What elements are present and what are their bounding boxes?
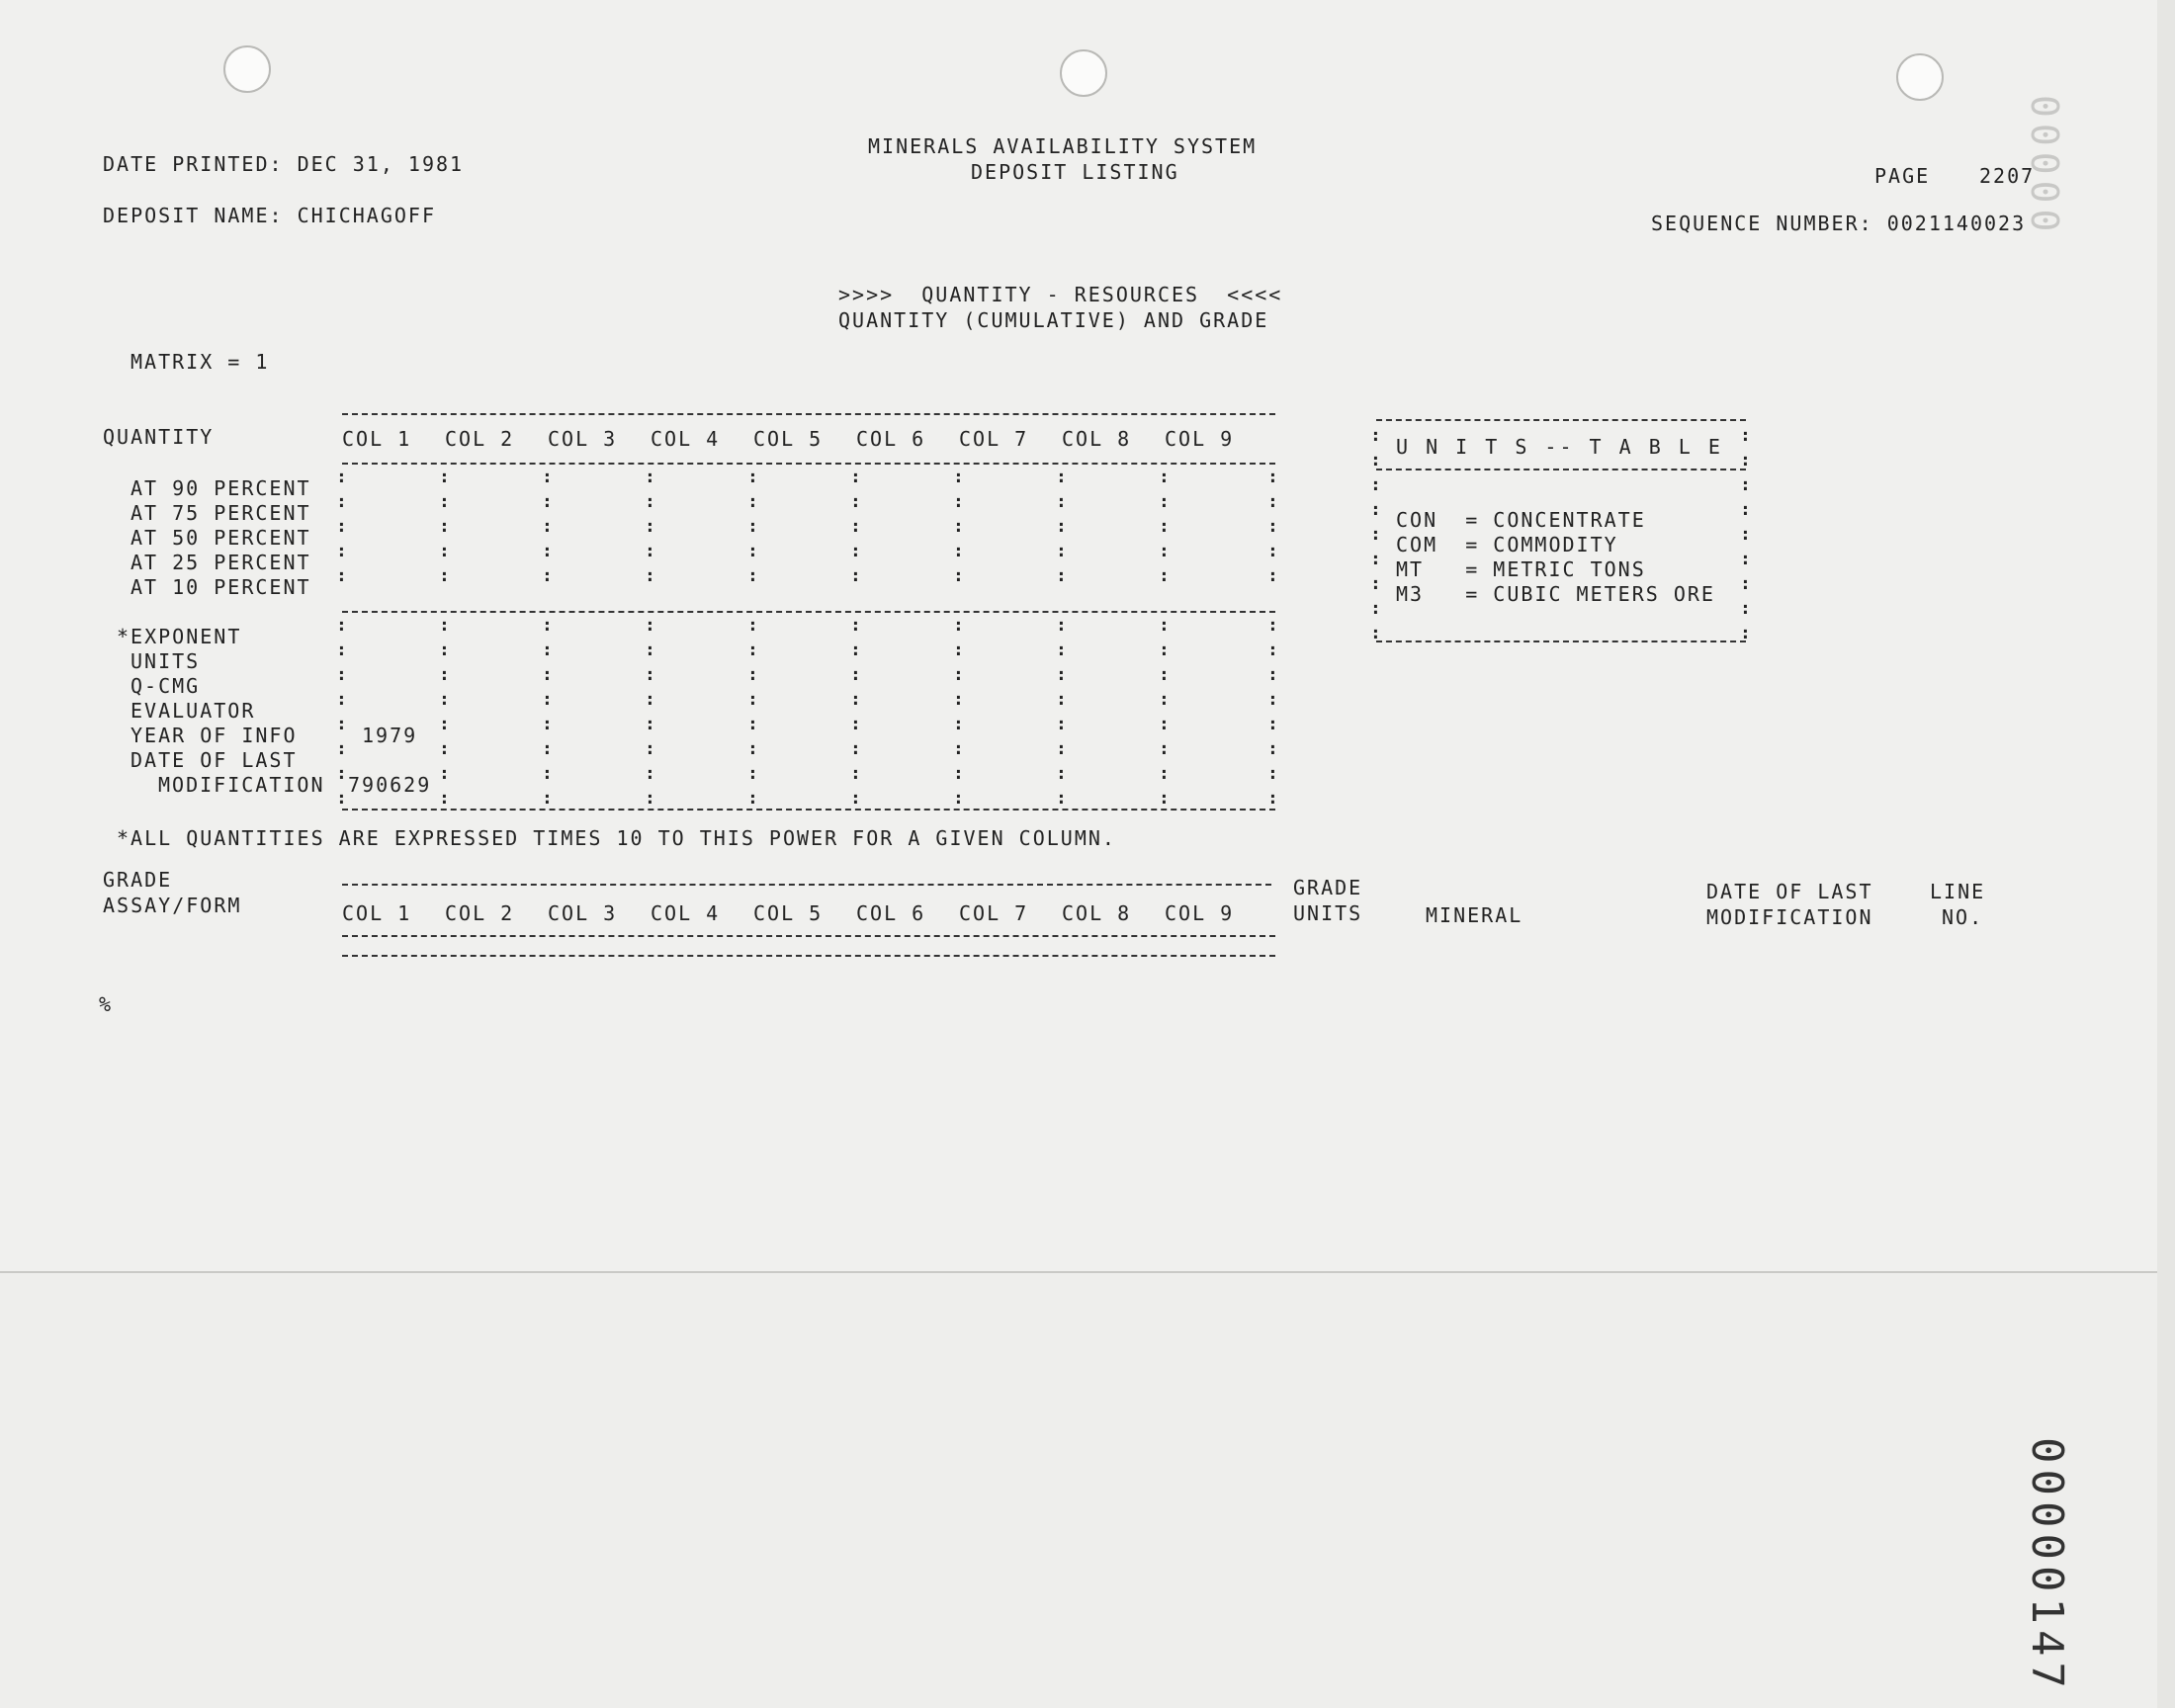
qty-col-header-7: COL 7	[959, 427, 1029, 451]
page-number: 2207	[1979, 164, 2036, 188]
units-left-border: : : : : : : : : :	[1370, 425, 1381, 643]
quantity-footnote: *ALL QUANTITIES ARE EXPRESSED TIMES 10 TO THIS POWER FOR A GIVEN COLUMN.	[117, 826, 1116, 850]
quantity-label: QUANTITY	[103, 425, 215, 449]
page-edge	[2157, 0, 2175, 1708]
qty-col-header-1: COL 1	[342, 427, 412, 451]
qty-col-header-8: COL 8	[1062, 427, 1132, 451]
qty-separator-1: : : : : : : : : : : : : :	[439, 467, 450, 809]
deposit-name: DEPOSIT NAME: CHICHAGOFF	[103, 204, 436, 227]
system-title: MINERALS AVAILABILITY SYSTEM	[868, 134, 1258, 158]
units-entries	[1396, 508, 1715, 607]
grade-col-header-1: COL 1	[342, 901, 412, 925]
units-border-top	[1376, 419, 1746, 421]
grade-header-divider	[342, 935, 1275, 937]
grade-units-label-1: GRADE	[1293, 876, 1363, 899]
qty-section-divider	[342, 611, 1275, 613]
row-at-50: AT 50 PERCENT	[130, 526, 311, 550]
qty-separator-8: : : : : : : : : : : : : :	[1159, 467, 1170, 809]
no-header: NO.	[1942, 905, 1984, 929]
row-exponent: *EXPONENT	[117, 625, 242, 648]
units-border-bottom	[1376, 640, 1746, 642]
line-header: LINE	[1930, 880, 1986, 903]
row-modification: MODIFICATION	[158, 773, 325, 797]
grade-units-label-2: UNITS	[1293, 901, 1363, 925]
qty-header-divider	[342, 463, 1275, 465]
qty-separator-3: : : : : : : : : : : : : :	[645, 467, 655, 809]
modification-header: MODIFICATION	[1706, 905, 1873, 929]
unit-con: CON = CONCENTRATE	[1396, 508, 1646, 532]
unit-mt: MT = METRIC TONS	[1396, 557, 1646, 581]
qty-col-header-4: COL 4	[651, 427, 721, 451]
percent-row-labels	[130, 476, 311, 600]
units-table-title: U N I T S -- T A B L E	[1396, 435, 1723, 459]
year-of-info-value: 1979	[362, 724, 418, 747]
grade-col-header-5: COL 5	[753, 901, 824, 925]
page-label: PAGE	[1874, 164, 1931, 188]
qty-separator-6: : : : : : : : : : : : : :	[953, 467, 964, 809]
row-at-25: AT 25 PERCENT	[130, 551, 311, 574]
qty-col-header-2: COL 2	[445, 427, 515, 451]
matrix-label: MATRIX = 1	[130, 350, 270, 374]
row-q-cmg: Q-CMG	[130, 674, 201, 698]
row-at-90: AT 90 PERCENT	[130, 476, 311, 500]
section-subtitle: QUANTITY (CUMULATIVE) AND GRADE	[838, 308, 1269, 332]
grade-col-header-9: COL 9	[1165, 901, 1235, 925]
grade-col-header-4: COL 4	[651, 901, 721, 925]
qty-border-top	[342, 413, 1275, 415]
percent-mark: %	[99, 992, 114, 1016]
qty-separator-7: : : : : : : : : : : : : :	[1056, 467, 1067, 809]
grade-col-header-7: COL 7	[959, 901, 1029, 925]
date-printed: DATE PRINTED: DEC 31, 1981	[103, 152, 465, 176]
sequence-number: SEQUENCE NUMBER: 0021140023	[1651, 212, 2027, 235]
faint-sheet-stamp: 00000	[2023, 95, 2066, 238]
row-date-of-last: DATE OF LAST	[130, 748, 298, 772]
date-of-last-header: DATE OF LAST	[1706, 880, 1873, 903]
punch-hole-center	[1060, 49, 1107, 97]
qty-border-bottom	[342, 809, 1275, 811]
grade-col-header-6: COL 6	[856, 901, 926, 925]
qty-separator-9: : : : : : : : : : : : : :	[1267, 467, 1278, 809]
units-header-divider	[1376, 469, 1746, 470]
row-evaluator: EVALUATOR	[130, 699, 256, 723]
qty-col-header-6: COL 6	[856, 427, 926, 451]
punch-hole-right	[1896, 53, 1944, 101]
grade-border-top	[342, 884, 1271, 886]
grade-border-bottom	[342, 955, 1275, 957]
qty-col-header-9: COL 9	[1165, 427, 1235, 451]
qty-separator-0: : : : : : : : : : : : : :	[336, 467, 347, 809]
mineral-header: MINERAL	[1426, 903, 1523, 927]
qty-separator-4: : : : : : : : : : : : : :	[747, 467, 758, 809]
row-at-75: AT 75 PERCENT	[130, 501, 311, 525]
unit-m3: M3 = CUBIC METERS ORE	[1396, 582, 1715, 606]
info-row-labels	[117, 625, 325, 798]
section-title: >>>> QUANTITY - RESOURCES <<<<	[838, 283, 1283, 306]
modification-value: 790629	[348, 773, 432, 797]
lower-page-area	[0, 1273, 2175, 1708]
grade-label: GRADE	[103, 868, 173, 892]
page-fold-line	[0, 1271, 2175, 1273]
row-at-10: AT 10 PERCENT	[130, 575, 311, 599]
row-units: UNITS	[130, 649, 201, 673]
assay-form-label: ASSAY/FORM	[103, 894, 242, 917]
grade-col-header-8: COL 8	[1062, 901, 1132, 925]
qty-separator-5: : : : : : : : : : : : : :	[850, 467, 861, 809]
sheet-stamp: 00000147	[2022, 1437, 2072, 1694]
grade-col-header-3: COL 3	[548, 901, 618, 925]
grade-col-header-2: COL 2	[445, 901, 515, 925]
qty-col-header-5: COL 5	[753, 427, 824, 451]
row-year-of-info: YEAR OF INFO	[130, 724, 298, 747]
qty-col-header-3: COL 3	[548, 427, 618, 451]
punch-hole-left	[223, 45, 271, 93]
units-right-border: : : : : : : : : :	[1740, 425, 1751, 643]
unit-com: COM = COMMODITY	[1396, 533, 1618, 556]
listing-title: DEPOSIT LISTING	[971, 160, 1179, 184]
qty-separator-2: : : : : : : : : : : : : :	[542, 467, 553, 809]
